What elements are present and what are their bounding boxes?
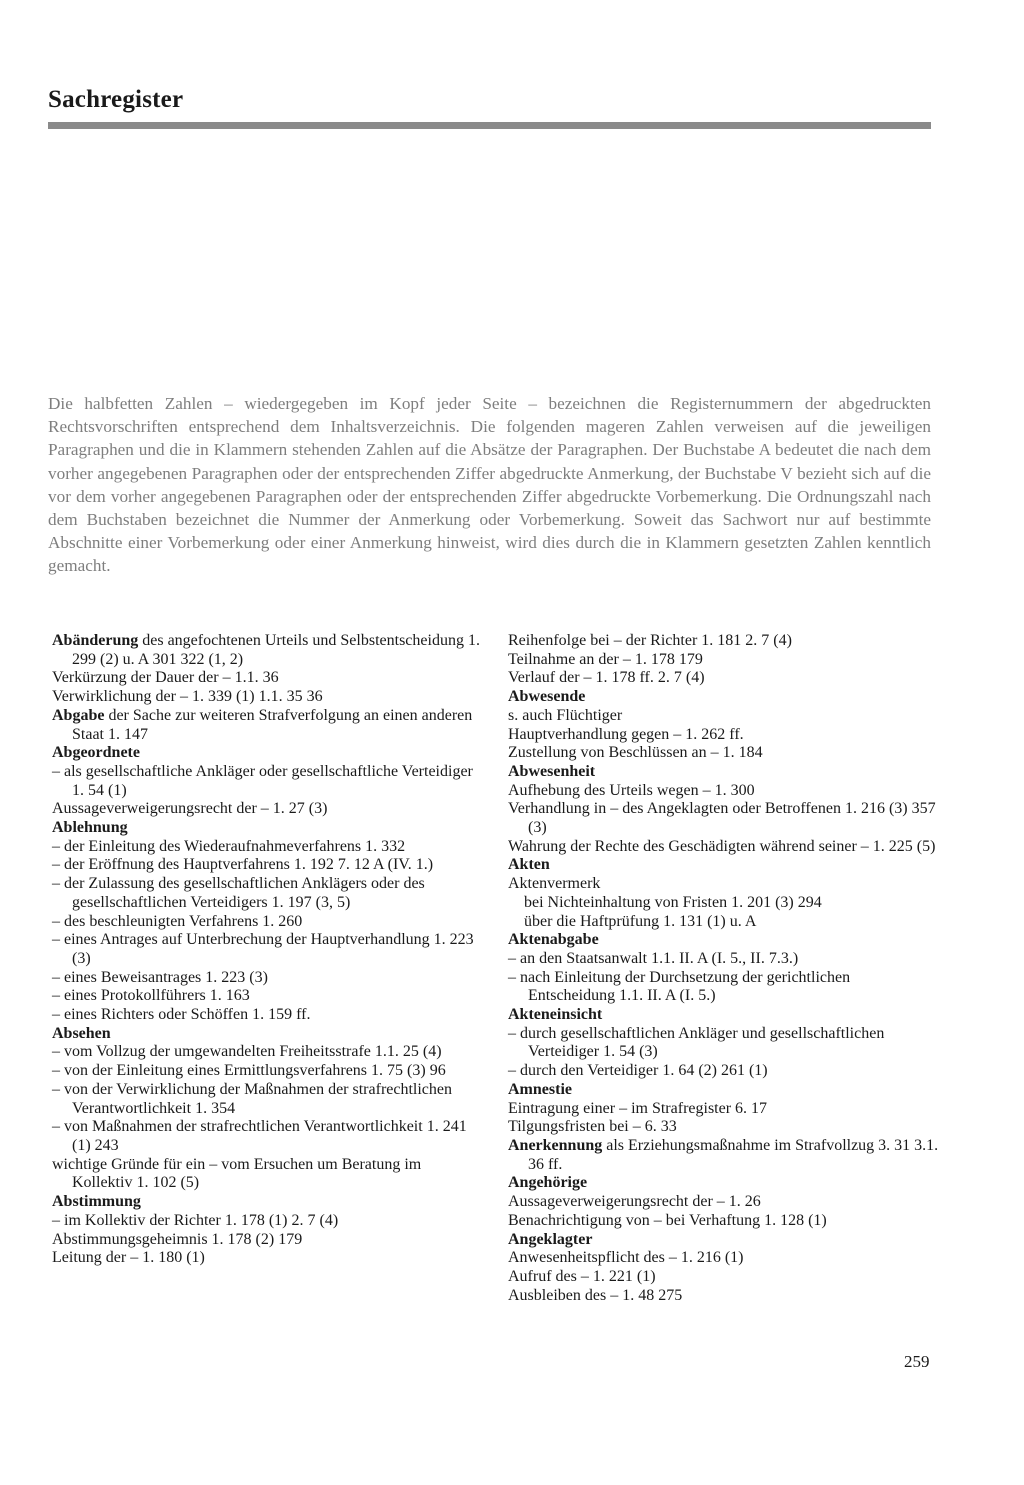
index-text: – vom Vollzug der umgewandelten Freiheitsstrafe 1.1. 25 (4) [52, 1043, 442, 1061]
index-entry [52, 987, 482, 1006]
index-text: Aufruf des – 1. 221 (1) [508, 1267, 656, 1285]
page-title: Sachregister [48, 86, 184, 113]
index-entry [508, 1268, 940, 1287]
index-entry [52, 913, 482, 932]
index-text: – als gesellschaftliche Ankläger oder gesellschaftliche Verteidiger 1. 54 (1) [52, 762, 473, 799]
index-entry [508, 763, 940, 782]
index-text: – der Eröffnung des Hauptverfahrens 1. 192 7. 12 A (IV. 1.) [52, 856, 434, 874]
index-text: – an den Staatsanwalt 1.1. II. A (I. 5., II. 7.3.) [508, 949, 799, 967]
index-entry [508, 913, 940, 932]
index-text: Teilnahme an der – 1. 178 179 [508, 650, 703, 668]
index-keyword: Abwesende [508, 688, 586, 706]
index-entry [508, 838, 940, 857]
index-text: der Sache zur weiteren Strafverfolgung an einen anderen Staat 1. 147 [72, 706, 473, 743]
index-entry [52, 1006, 482, 1025]
index-keyword: Abgeordnete [52, 744, 140, 762]
index-entry [508, 651, 940, 670]
title-rule [48, 122, 931, 129]
index-text: – durch den Verteidiger 1. 64 (2) 261 (1) [508, 1062, 768, 1080]
index-entry [508, 669, 940, 688]
index-entry [508, 632, 940, 651]
index-text: wichtige Gründe für ein – vom Ersuchen um Beratung im Kollektiv 1. 102 (5) [52, 1155, 422, 1192]
index-text: Aufhebung des Urteils wegen – 1. 300 [508, 781, 755, 799]
index-text: – durch gesellschaftlichen Ankläger und gesellschaftlichen Verteidiger 1. 54 (3) [508, 1024, 885, 1061]
index-entry [508, 1081, 940, 1100]
index-entry [52, 632, 482, 669]
index-entry [508, 969, 940, 1006]
index-keyword: Abänderung [52, 632, 139, 649]
index-entry [52, 819, 482, 838]
index-entry [52, 1231, 482, 1250]
index-text: als Erziehungsmaßnahme im Strafvollzug 3. 31 3.1. 36 ff. [528, 1136, 939, 1173]
index-entry [52, 800, 482, 819]
index-text: – eines Beweisantrages 1. 223 (3) [52, 968, 268, 986]
index-text: – von der Einleitung eines Ermittlungsverfahrens 1. 75 (3) 96 [52, 1062, 446, 1080]
index-text: Reihenfolge bei – der Richter 1. 181 2. 7 (4) [508, 632, 792, 649]
index-text: – von der Verwirklichung der Maßnahmen der strafrechtlichen Verantwortlichkeit 1. 354 [52, 1080, 453, 1117]
index-text: – von Maßnahmen der strafrechtlichen Verantwortlichkeit 1. 241 (1) 243 [52, 1118, 467, 1154]
index-entry [508, 1193, 940, 1212]
index-text: Ausbleiben des – 1. 48 275 [508, 1286, 683, 1304]
index-entry [508, 950, 940, 969]
index-text: Verhandlung in – des Angeklagten oder Betroffenen 1. 216 (3) 357 (3) [508, 800, 936, 837]
index-text: Verkürzung der Dauer der – 1.1. 36 [52, 669, 279, 687]
index-entry [52, 1081, 482, 1118]
index-entry [52, 763, 482, 800]
index-entry [52, 744, 482, 763]
index-entry [52, 856, 482, 875]
index-keyword: Angehörige [508, 1174, 588, 1192]
index-text: – im Kollektiv der Richter 1. 178 (1) 2. 7 (4) [52, 1211, 339, 1229]
index-text: Aussageverweigerungsrecht der – 1. 27 (3) [52, 800, 328, 818]
index-text: – der Einleitung des Wiederaufnahmeverfahrens 1. 332 [52, 837, 406, 855]
intro-paragraph: Die halbfetten Zahlen – wiedergegeben im Kopf jeder Seite – bezeichnen die Registernummern der abgedruckten Rechtsvorschriften entsprechend dem Inhaltsverzeichnis. Die folgenden mageren Zahlen verweisen auf die jeweiligen Paragraphen und die in Klammern stehenden Zahlen auf die Absätze der Paragraphen. Der Buchstabe A bedeutet die nach dem vorher angegebenen Paragraphen oder der entsprechenden Ziffer abgedruckte Anmerkung, der Buchstabe V bezieht sich auf die vor dem vorher angegebenen Paragraphen oder der entsprechenden Ziffer abgedruckte Vorbemerkung. Die Ordnungszahl nach dem Buchstaben bezeichnet die Nummer der Anmerkung oder Vorbemerkung. Soweit das Sachwort nur auf bestimmte Abschnitte einer Vorbemerkung oder einer Anmerkung hinweist, wird dies durch die in Klammern gesetzten Zahlen kenntlich gemacht. [48, 394, 931, 576]
index-keyword: Ablehnung [52, 819, 128, 837]
index-entry [508, 1231, 940, 1250]
index-entry [508, 1249, 940, 1268]
index-entry [52, 669, 482, 688]
index-entry [52, 1249, 482, 1268]
index-text: – der Zulassung des gesellschaftlichen Anklägers oder des gesellschaftlichen Verteidigers 1. 197 (3, 5) [52, 875, 425, 911]
index-keyword: Abgabe [52, 706, 105, 724]
page-number: 259 [904, 1352, 930, 1371]
index-text: Abstimmungsgeheimnis 1. 178 (2) 179 [52, 1230, 303, 1248]
index-entry [52, 1025, 482, 1044]
index-column-right [508, 632, 940, 1305]
index-entry [508, 856, 940, 875]
index-entry [508, 688, 940, 707]
index-text: Wahrung der Rechte des Geschädigten während seiner – 1. 225 (5) [508, 837, 936, 855]
index-entry [508, 1025, 940, 1062]
index-text: Zustellung von Beschlüssen an – 1. 184 [508, 744, 763, 762]
index-entry [508, 744, 940, 763]
index-entry [508, 707, 940, 726]
index-entry [52, 1156, 482, 1193]
index-column-left [52, 632, 482, 1268]
index-keyword: Angeklagter [508, 1230, 593, 1248]
index-text: Verlauf der – 1. 178 ff. 2. 7 (4) [508, 669, 705, 687]
index-text: Benachrichtigung von – bei Verhaftung 1. 128 (1) [508, 1211, 827, 1229]
index-entry [508, 931, 940, 950]
index-keyword: Aktenabgabe [508, 931, 599, 949]
index-entry [508, 1062, 940, 1081]
index-entry [508, 782, 940, 801]
index-keyword: Amnestie [508, 1080, 572, 1098]
index-entry [508, 726, 940, 745]
index-entry [508, 800, 940, 837]
index-keyword: Absehen [52, 1024, 111, 1042]
index-text: Aussageverweigerungsrecht der – 1. 26 [508, 1193, 761, 1211]
index-text: über die Haftprüfung 1. 131 (1) u. A [524, 912, 757, 930]
index-entry [508, 1137, 940, 1174]
index-entry [508, 1100, 940, 1119]
index-text: – des beschleunigten Verfahrens 1. 260 [52, 912, 303, 930]
index-entry [508, 1174, 940, 1193]
index-text: Hauptverhandlung gegen – 1. 262 ff. [508, 725, 744, 743]
index-entry [508, 1118, 940, 1137]
index-keyword: Anerkennung [508, 1136, 603, 1154]
index-text: Leitung der – 1. 180 (1) [52, 1249, 205, 1267]
index-text: s. auch Flüchtiger [508, 706, 623, 724]
index-entry [52, 1043, 482, 1062]
index-entry [508, 1006, 940, 1025]
index-keyword: Akteneinsicht [508, 1006, 603, 1024]
index-text: – nach Einleitung der Durchsetzung der gerichtlichen Entscheidung 1.1. II. A (I. 5.) [508, 968, 851, 1005]
index-entry [508, 875, 940, 894]
index-entry [508, 894, 940, 913]
index-text: – eines Antrages auf Unterbrechung der Hauptverhandlung 1. 223 (3) [52, 931, 474, 967]
index-entry [52, 875, 482, 912]
index-text: des angefochtenen Urteils und Selbstentscheidung 1. 299 (2) u. A 301 322 (1, 2) [72, 632, 480, 668]
index-entry [52, 1062, 482, 1081]
index-text: – eines Richters oder Schöffen 1. 159 ff. [52, 1006, 311, 1024]
index-text: Verwirklichung der – 1. 339 (1) 1.1. 35 36 [52, 688, 323, 706]
index-entry [52, 838, 482, 857]
index-text: Anwesenheitspflicht des – 1. 216 (1) [508, 1249, 744, 1267]
index-entry [52, 707, 482, 744]
index-entry [52, 1193, 482, 1212]
index-entry [508, 1212, 940, 1231]
index-text: – eines Protokollführers 1. 163 [52, 987, 250, 1005]
index-text: bei Nichteinhaltung von Fristen 1. 201 (3) 294 [524, 893, 822, 911]
index-entry [52, 1212, 482, 1231]
index-entry [52, 1118, 482, 1155]
index-keyword: Abstimmung [52, 1193, 141, 1211]
index-text: Aktenvermerk [508, 875, 601, 893]
index-entry [508, 1287, 940, 1306]
index-text: Tilgungsfristen bei – 6. 33 [508, 1118, 677, 1136]
index-entry [52, 688, 482, 707]
index-keyword: Akten [508, 856, 550, 874]
index-entry [52, 969, 482, 988]
index-keyword: Abwesenheit [508, 762, 596, 780]
index-text: Eintragung einer – im Strafregister 6. 17 [508, 1099, 768, 1117]
index-entry [52, 931, 482, 968]
